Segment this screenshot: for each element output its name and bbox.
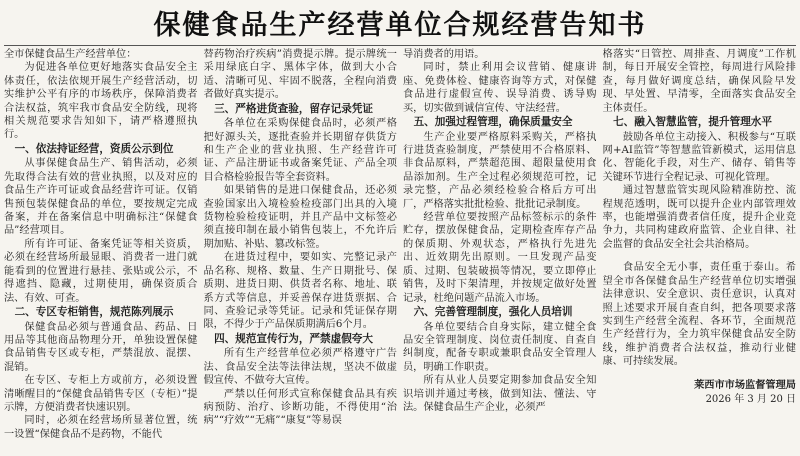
section-heading: 四、规范宣传行为，严禁虚假夸大: [214, 332, 373, 345]
column-3: [403, 48, 597, 452]
paragraph-spacer: [603, 369, 797, 379]
paragraph: 替药物治疗疾病”消费提示牌。提示牌统一采用绿底白字、黑体字体，做到大小合适、清晰可见、牢固不脱落，全程向消费者做好真实提示。: [203, 49, 397, 101]
paragraph: 导消费者的用语。: [403, 49, 485, 60]
issue-date: 2026 年 3 月 20 日: [705, 393, 796, 405]
paragraph: 同时，禁止利用会议营销、健康讲座、免费体检、健康咨询等方式，对保健食品进行虚假宣传、误导消费、诱导购买，切实做到诚信宣传、守法经营。: [403, 62, 597, 114]
paragraph: 各单位在采购保健食品时，必须严格把好源头关，逐批查验并长期留存供货方和生产企业的营业执照、生产经营许可证、产品注册证书或备案凭证、产品全项目合格检验报告等全套资料。: [203, 118, 397, 183]
paragraph: 通过智慧监管实现风险精准防控、流程规范透明，既可以提升企业内部管理效率，也能增强消费者信任度，提升企业竞争力，共同构建政府监管、企业自律、社会监督的食品安全社会共治格局。: [602, 185, 796, 250]
paragraph: 生产企业要严格原料采购关，严格执行进货查验制度，严禁使用不合格原料、非食品原料，严禁超范围、超限量使用食品添加剂。生产全过程必须规范可控，记录完整，产品必须经检验合格后方可出厂，严格落实批批检验、批批记录制度。: [403, 131, 597, 210]
section-heading: 七、融入智慧监管，提升管理水平: [613, 116, 772, 129]
paragraph: 为促进各单位更好地落实食品安全主体责任，依法依规开展生产经营活动，切实维护公平有序的市场秩序，保障消费者合法权益，筑牢我市食品安全防线，现将相关规范要求告知如下，请严格遵照执行。: [4, 62, 198, 141]
column-2: [204, 48, 398, 452]
article-columns: [4, 48, 796, 452]
issuer-signature: 莱西市市场监督管理局: [694, 379, 796, 391]
column-1: [4, 48, 198, 452]
section-heading: 一、依法持证经营，资质公示到位: [14, 142, 174, 155]
paragraph: 同时，必须在经营场所显著位置，统一设置“保健食品不是药物，不能代: [4, 415, 198, 440]
paragraph: 从事保健食品生产、销售活动，必须先取得合法有效的营业执照，以及对应的食品生产许可证或食品经营许可证。仅销售预包装保健食品的单位，要按规定完成备案，并在备案信息中明确标注“保健食品”经营项目。: [4, 158, 198, 237]
paragraph: 全市保健食品生产经营单位：: [4, 49, 137, 60]
paragraph: 食品安全无小事，责任重于泰山。希望全市各保健食品生产经营单位切实增强法律意识、安全意识、责任意识，认真对照上述要求开展自查自纠，把各项要求落实到生产经营全流程、各环节，全面规范生产经营行为，全力筑牢保健食品安全防线，维护消费者合法权益，推动行业健康、可持续发展。: [602, 262, 796, 368]
paragraph: 所有许可证、备案凭证等相关资质，必须在经营场所最显眼、消费者一进门就能看到的位置进行悬挂、张贴或公示，不得遮挡、隐藏，过期使用，确保资质合法、有效、可查。: [4, 238, 198, 304]
paragraph: 鼓励各单位主动接入、积极参与“互联网+AI监管”等智慧监管新模式，运用信息化、智能化手段，对生产、储存、销售等关键环节进行全程记录、可视化管理。: [602, 131, 796, 183]
section-heading: 三、严格进货查验，留存记录凭证: [214, 102, 373, 115]
paragraph: 在专区、专柜上方或前方，必须设置清晰醒目的“保健食品销售专区（专柜）”提示牌，方便消费者快速识别。: [4, 375, 198, 413]
section-heading: 六、完善管理制度，强化人员培训: [413, 305, 573, 318]
paragraph: 格落实“日管控、周排查、月调度”工作机制，每日开展安全管控，每周进行风险排查，每月做好调度总结，确保风险早发现、早处置、早清零，全面落实食品安全主体责任。: [602, 49, 796, 114]
paragraph: 严禁以任何形式宣称保健食品具有疾病预防、治疗、诊断功能，不得使用“治病”“疗效”“无痛”“康复”等易误: [203, 388, 397, 427]
paragraph: 各单位要结合自身实际，建立健全食品安全管理制度、岗位责任制度、自查自纠制度，配备专职或兼职食品安全管理人员，明确工作职责。: [403, 321, 597, 373]
column-4: [603, 48, 797, 452]
section-heading: 五、加强过程管理，确保质量安全: [413, 116, 573, 129]
paragraph: 所有从业人员要定期参加食品安全知识培训并通过考核，做到知法、懂法、守法。保健食品生产企业，必须严: [403, 375, 597, 413]
paragraph: 所有生产经营单位必须严格遵守广告法、食品安全法等法律法规，坚决不做虚假宣传、不做夸大宣传。: [203, 348, 397, 387]
paragraph: 在进货过程中，要如实、完整记录产品名称、规格、数量、生产日期批号、保质期、进货日期、供货者名称、地址、联系方式等信息，并妥善保存进货票据、合同、查验记录等凭证。记录和凭证保存期限，不得少于产品保质期满后6个月。: [203, 252, 397, 331]
paragraph: 保健食品必须与普通食品、药品、日用品等其他商品物理分开，单独设置保健食品销售专区或专柜，严禁混放、混摆、混销。: [4, 321, 198, 373]
paragraph: 经营单位要按照产品标签标示的条件贮存，摆放保健食品，定期检查库存产品的保质期、外观状态，严格执行先进先出、近效期先出原则。一旦发现产品变质、过期、包装破损等情况，要立即停止销售，及时下架清理，并按规定做好处置记录，杜绝问题产品流入市场。: [403, 212, 597, 304]
section-heading: 二、专区专柜销售，规范陈列展示: [14, 305, 174, 318]
title-divider: [4, 45, 796, 46]
paragraph: 如果销售的是进口保健食品，还必须查验国家出入境检验检疫部门出具的入境货物检验检疫证明，并且产品中文标签必须直接印制在最小销售包装上，不允许后期加贴、补贴、篡改标签。: [203, 185, 397, 250]
page-title: 保健食品生产经营单位合规经营告知书: [153, 9, 647, 41]
paragraph-spacer: [603, 251, 797, 261]
